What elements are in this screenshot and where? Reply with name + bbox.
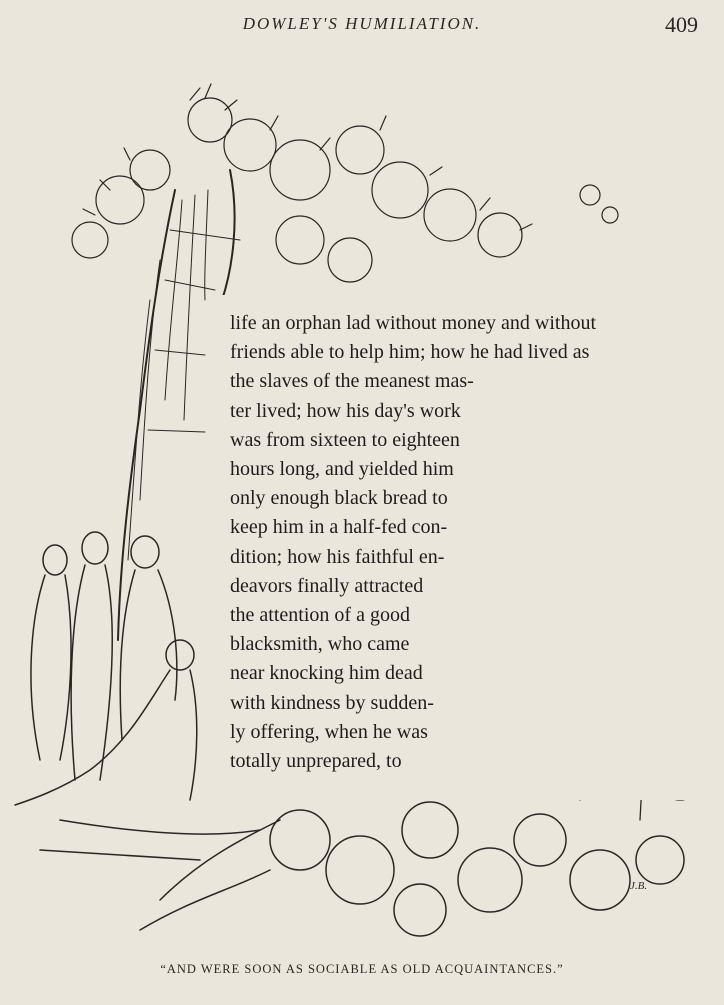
ground-foliage-icon [40,802,684,936]
body-line: dition; how his faithful en- [230,546,445,568]
body-line: the slaves of the meanest mas- [230,370,474,392]
text-block [210,295,705,800]
body-line: was from sixteen to eighteen [230,429,460,451]
body-line: blacksmith, who came [230,633,410,655]
illustration-caption: “AND WERE SOON AS SOCIABLE AS OLD ACQUAINTANCES.” [160,962,564,976]
body-line: deavors finally attracted [230,575,424,597]
body-line: the attention of a good [230,604,410,626]
body-line: life an orphan lad without money and without [230,312,597,334]
body-line: only enough black bread to [230,487,448,509]
body-line: ly offering, when he was [230,721,428,743]
body-line: hours long, and yielded him [230,458,454,480]
running-header: DOWLEY'S HUMILIATION. [242,14,482,33]
artist-signature: J.B. [630,880,648,892]
page-number: 409 [665,12,698,37]
figures-illustration-icon [15,532,197,805]
body-line: near knocking him dead [230,662,423,684]
body-line: keep him in a half-fed con- [230,516,448,538]
body-line: with kindness by sudden- [230,692,434,714]
body-line: totally unprepared, to [230,750,402,772]
tree-foliage-icon [72,84,618,282]
body-line: ter lived; how his day's work [230,400,461,422]
body-line: friends able to help him; how he had lived as [230,341,590,363]
